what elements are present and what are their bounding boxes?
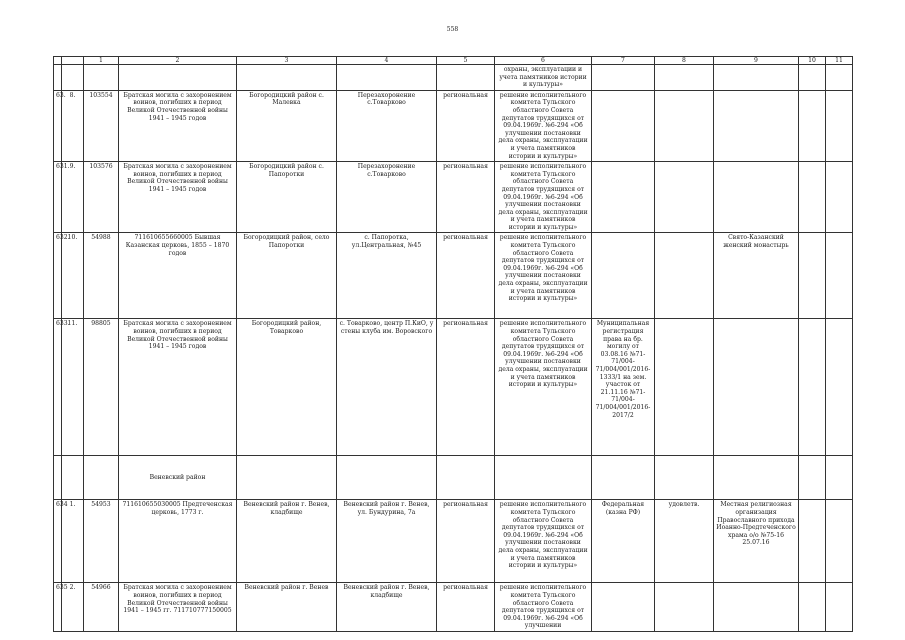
object-name-cell: Братская могила с захоронением воинов, погибших в период Великой Отечественной войны 1941 – 1945 годов bbox=[119, 319, 237, 456]
table-cell bbox=[237, 456, 337, 500]
page-number: 558 bbox=[446, 26, 459, 33]
table-cell bbox=[237, 65, 337, 91]
table-cell bbox=[799, 162, 826, 233]
location-cell: Богородицкий район, Товарково bbox=[237, 319, 337, 456]
header-cell: 10 bbox=[799, 57, 826, 65]
table-cell bbox=[84, 456, 119, 500]
decision-cell: решение исполнительного комитета Тульского областного Совета депутатов трудящихся от 09.04.1969г. №6-294 «Об улучшении постановки дела охраны, эксплуатации и учета памятников истории и культуры» bbox=[495, 90, 592, 161]
header-cell: 4 bbox=[337, 57, 437, 65]
table-cell bbox=[799, 456, 826, 500]
address-cell: с. Товарково, центр П.КиО, у стены клуба им. Воровского bbox=[337, 319, 437, 456]
address-cell: Перезахоронение с.Товарково bbox=[337, 162, 437, 233]
district-title: Веневский район bbox=[119, 456, 237, 500]
table-row bbox=[54, 500, 853, 583]
decision-cell: решение исполнительного комитета Тульского областного Совета депутатов трудящихся от 09.04.1969г. №6-294 «Об улучшении постановки дела охраны, эксплуатации и учета памятников истории и культуры» bbox=[495, 233, 592, 319]
object-name-cell: Братская могила с захоронением воинов, погибших в период Великой Отечественной войны 1941 – 1945 гг. 711710777150005 bbox=[119, 583, 237, 632]
column-number-header-row bbox=[54, 57, 853, 65]
table-cell bbox=[799, 65, 826, 91]
decision-cell: решение исполнительного комитета Тульского областного Совета депутатов трудящихся от 09.04.1969г. №6-294 «Об улучшении постановки дела охраны, эксплуатации и учета памятников истории и культуры» bbox=[495, 162, 592, 233]
registry-number-cell: 103576 bbox=[84, 162, 119, 233]
user-cell bbox=[714, 162, 799, 233]
table-cell bbox=[495, 456, 592, 500]
ownership-cell bbox=[592, 583, 655, 632]
table-cell bbox=[826, 65, 853, 91]
row-number-cell: 634 bbox=[54, 500, 62, 583]
location-cell: Богородицкий район с. Папоротки bbox=[237, 162, 337, 233]
row-subnumber-cell: 11. bbox=[62, 319, 84, 456]
table-row bbox=[54, 90, 853, 161]
table-cell bbox=[799, 90, 826, 161]
category-cell: региональная bbox=[437, 233, 495, 319]
table-cell bbox=[62, 456, 84, 500]
header-cell: 2 bbox=[119, 57, 237, 65]
object-name-cell: 711610655030005 Предтеченская церковь, 1773 г. bbox=[119, 500, 237, 583]
user-cell: Свято-Казанский женский монастырь bbox=[714, 233, 799, 319]
table-cell bbox=[826, 456, 853, 500]
location-cell: Богородицкий район с. Малевка bbox=[237, 90, 337, 161]
user-cell bbox=[714, 319, 799, 456]
table-cell bbox=[84, 65, 119, 91]
row-number-cell: 63. bbox=[54, 90, 62, 161]
continuation-row bbox=[54, 65, 853, 91]
ownership-cell bbox=[592, 90, 655, 161]
table-row bbox=[54, 233, 853, 319]
category-cell: региональная bbox=[437, 583, 495, 632]
condition-cell bbox=[655, 162, 714, 233]
table-cell bbox=[826, 233, 853, 319]
table-cell bbox=[592, 65, 655, 91]
ownership-cell bbox=[592, 233, 655, 319]
condition-cell: удовлетв. bbox=[655, 500, 714, 583]
table-cell bbox=[826, 500, 853, 583]
object-name-cell: Братская могила с захоронением воинов, погибших в период Великой Отечественной войны 1941 – 1945 годов bbox=[119, 90, 237, 161]
user-cell bbox=[714, 90, 799, 161]
ownership-cell bbox=[592, 162, 655, 233]
location-cell: Веневский район г. Венев bbox=[237, 583, 337, 632]
address-cell: Веневский район г. Венев, ул. Бундурина, 7а bbox=[337, 500, 437, 583]
row-subnumber-cell: 9. bbox=[62, 162, 84, 233]
monuments-registry-table bbox=[53, 56, 853, 632]
category-cell: региональная bbox=[437, 500, 495, 583]
table-cell bbox=[826, 162, 853, 233]
address-cell: с. Папоротка, ул.Центральная, №45 bbox=[337, 233, 437, 319]
district-title-row bbox=[54, 456, 853, 500]
table-row bbox=[54, 162, 853, 233]
object-name-cell: Братская могила с захоронением воинов, погибших в период Великой Отечественной войны 1941 – 1945 годов bbox=[119, 162, 237, 233]
header-cell: 1 bbox=[84, 57, 119, 65]
location-cell: Богородицкий район, село Папоротки bbox=[237, 233, 337, 319]
table-cell bbox=[826, 583, 853, 632]
table-cell bbox=[655, 65, 714, 91]
registry-number-cell: 98805 bbox=[84, 319, 119, 456]
table-cell bbox=[826, 319, 853, 456]
table-cell bbox=[799, 500, 826, 583]
row-number-cell: 633. bbox=[54, 319, 62, 456]
header-cell: 8 bbox=[655, 57, 714, 65]
table-cell bbox=[437, 456, 495, 500]
registry-number-cell: 54953 bbox=[84, 500, 119, 583]
header-cell: 6 bbox=[495, 57, 592, 65]
header-cell bbox=[62, 57, 84, 65]
row-subnumber-cell: 10. bbox=[62, 233, 84, 319]
table-row bbox=[54, 319, 853, 456]
table-cell bbox=[799, 319, 826, 456]
row-number-cell: 631. bbox=[54, 162, 62, 233]
table-row bbox=[54, 583, 853, 632]
header-cell: 9 bbox=[714, 57, 799, 65]
table-cell bbox=[337, 65, 437, 91]
registry-number-cell: 54988 bbox=[84, 233, 119, 319]
ownership-cell: Федеральная (казна РФ) bbox=[592, 500, 655, 583]
header-cell bbox=[54, 57, 62, 65]
condition-cell bbox=[655, 233, 714, 319]
table-cell bbox=[54, 65, 62, 91]
registry-number-cell: 103554 bbox=[84, 90, 119, 161]
table-cell bbox=[337, 456, 437, 500]
header-cell: 7 bbox=[592, 57, 655, 65]
header-cell: 3 bbox=[237, 57, 337, 65]
user-cell: Местная религиозная организация Православного прихода Иоанно-Предтеченского храма о/о №75-16 25.07.16 bbox=[714, 500, 799, 583]
header-cell: 11 bbox=[826, 57, 853, 65]
table-cell bbox=[119, 65, 237, 91]
decision-cell: охраны, эксплуатации и учета памятников истории и культуры» bbox=[495, 65, 592, 91]
ownership-cell: Муниципальная регистрация права на бр. могилу от 03.08.16 №71-71/004-71/004/001/2016-1333/1 на зем. участок от 21.11.16 №71-71/004-71/004/001/2016-2017/2 bbox=[592, 319, 655, 456]
row-number-cell: 632. bbox=[54, 233, 62, 319]
category-cell: региональная bbox=[437, 319, 495, 456]
table-cell bbox=[799, 233, 826, 319]
table-cell bbox=[826, 90, 853, 161]
header-cell: 5 bbox=[437, 57, 495, 65]
registry-number-cell: 54966 bbox=[84, 583, 119, 632]
condition-cell bbox=[655, 583, 714, 632]
row-subnumber-cell: 2. bbox=[62, 583, 84, 632]
row-subnumber-cell: 1. bbox=[62, 500, 84, 583]
decision-cell: решение исполнительного комитета Тульского областного Совета депутатов трудящихся от 09.04.1969г. №6-294 «Об улучшении постановки дела охраны, эксплуатации и учета памятников истории и культуры» bbox=[495, 500, 592, 583]
user-cell bbox=[714, 583, 799, 632]
condition-cell bbox=[655, 319, 714, 456]
address-cell: Веневский район г. Венев, кладбище bbox=[337, 583, 437, 632]
decision-cell: решение исполнительного комитета Тульского областного Совета депутатов трудящихся от 09.04.1969г. №6-294 «Об улучшении bbox=[495, 583, 592, 632]
location-cell: Веневский район г. Венев, кладбище bbox=[237, 500, 337, 583]
table-cell bbox=[62, 65, 84, 91]
condition-cell bbox=[655, 90, 714, 161]
category-cell: региональная bbox=[437, 90, 495, 161]
table-cell bbox=[54, 456, 62, 500]
table-cell bbox=[799, 583, 826, 632]
table-cell bbox=[655, 456, 714, 500]
row-subnumber-cell: 8. bbox=[62, 90, 84, 161]
category-cell: региональная bbox=[437, 162, 495, 233]
row-number-cell: 635 bbox=[54, 583, 62, 632]
table-cell bbox=[714, 65, 799, 91]
table-cell bbox=[592, 456, 655, 500]
object-name-cell: 711610655660005 Бывшая Казанская церковь, 1855 – 1870 годов bbox=[119, 233, 237, 319]
table-cell bbox=[714, 456, 799, 500]
decision-cell: решение исполнительного комитета Тульского областного Совета депутатов трудящихся от 09.04.1969г. №6-294 «Об улучшении постановки дела охраны, эксплуатации и учета памятников истории и культуры» bbox=[495, 319, 592, 456]
table-cell bbox=[437, 65, 495, 91]
address-cell: Перезахоронение с.Товарково bbox=[337, 90, 437, 161]
